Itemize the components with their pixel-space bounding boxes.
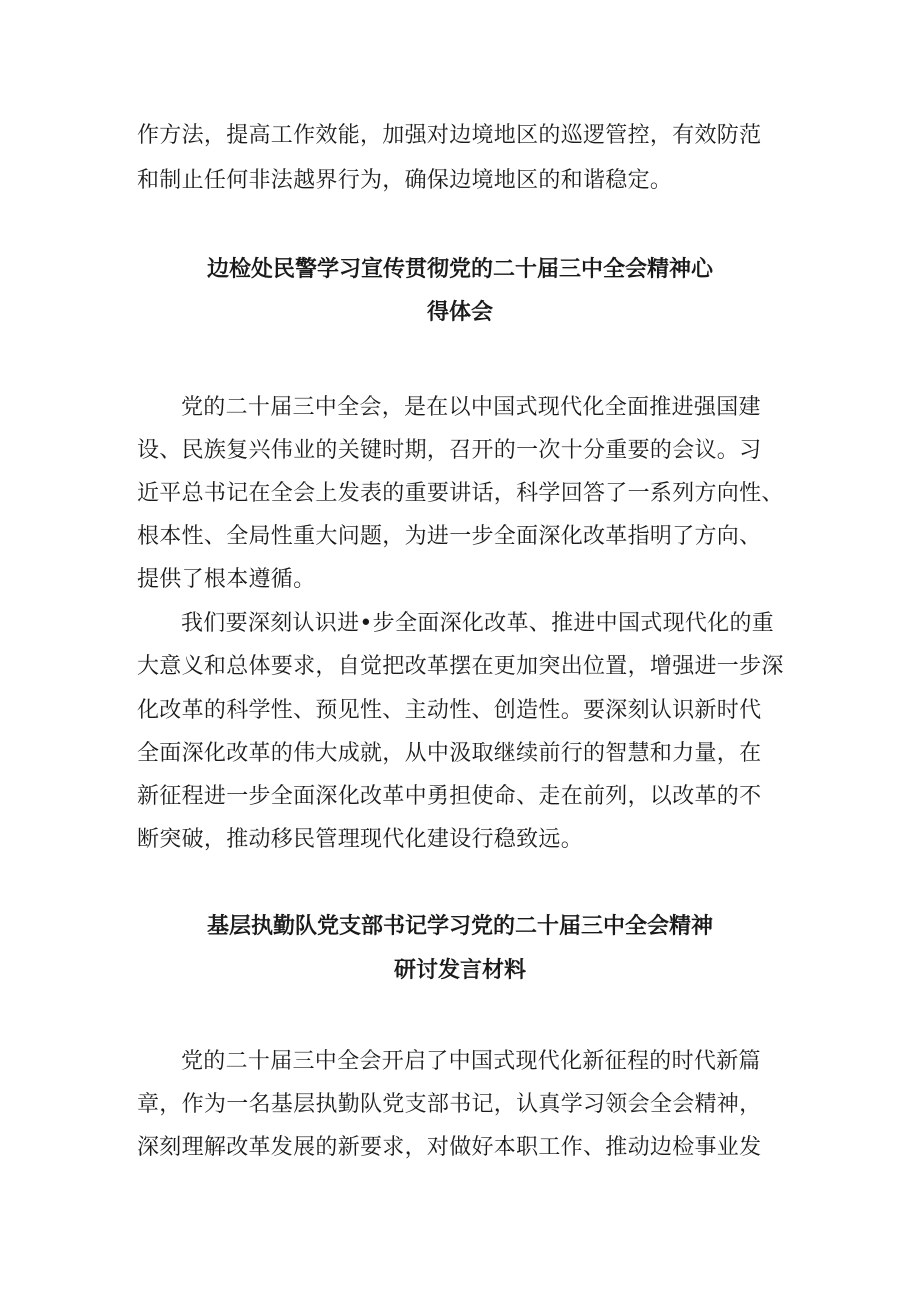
text-line: 新征程进一步全面深化改革中勇担使命、走在前列，以改革的不 xyxy=(137,784,762,809)
text-line: 我们要深刻认识进•步全面深化改革、推进中国式现代化的重 xyxy=(181,611,775,636)
text-line: 章，作为一名基层执勤队党支部书记，认真学习领会全会精神， xyxy=(137,1092,762,1117)
text-line: 提供了根本遵循。 xyxy=(137,567,316,592)
text-line: 深刻理解改革发展的新要求，对做好本职工作、推动边检事业发 xyxy=(137,1135,762,1160)
heading-line: 边检处民警学习宣传贯彻党的二十届三中全会精神心 xyxy=(206,257,713,282)
text-line: 近平总书记在全会上发表的重要讲话，科学回答了一系列方向性、 xyxy=(137,481,784,506)
text-line: 设、民族复兴伟业的关键时期，召开的一次十分重要的会议。习 xyxy=(137,438,762,463)
text-line: 和制止任何非法越界行为，确保边境地区的和谐稳定。 xyxy=(137,168,673,193)
text-line: 党的二十届三中全会开启了中国式现代化新征程的时代新篇 xyxy=(181,1049,761,1074)
text-line: 全面深化改革的伟大成就，从中汲取继续前行的智慧和力量，在 xyxy=(137,741,762,766)
text-line: 作方法，提高工作效能，加强对边境地区的巡逻管控，有效防范 xyxy=(137,123,762,148)
text-line: 化改革的科学性、预见性、主动性、创造性。要深刻认识新时代 xyxy=(137,698,762,723)
heading-line: 得体会 xyxy=(426,300,493,325)
heading-line: 研讨发言材料 xyxy=(393,958,526,983)
text-line: 断突破，推动移民管理现代化建设行稳致远。 xyxy=(137,827,584,852)
text-line: 根本性、全局性重大问题，为进一步全面深化改革指明了方向、 xyxy=(137,524,762,549)
heading-line: 基层执勤队党支部书记学习党的二十届三中全会精神 xyxy=(206,914,713,939)
text-line: 党的二十届三中全会，是在以中国式现代化全面推进强国建 xyxy=(181,395,761,420)
text-line: 大意义和总体要求，自觉把改革摆在更加突出位置，增强进一步深 xyxy=(137,654,784,679)
